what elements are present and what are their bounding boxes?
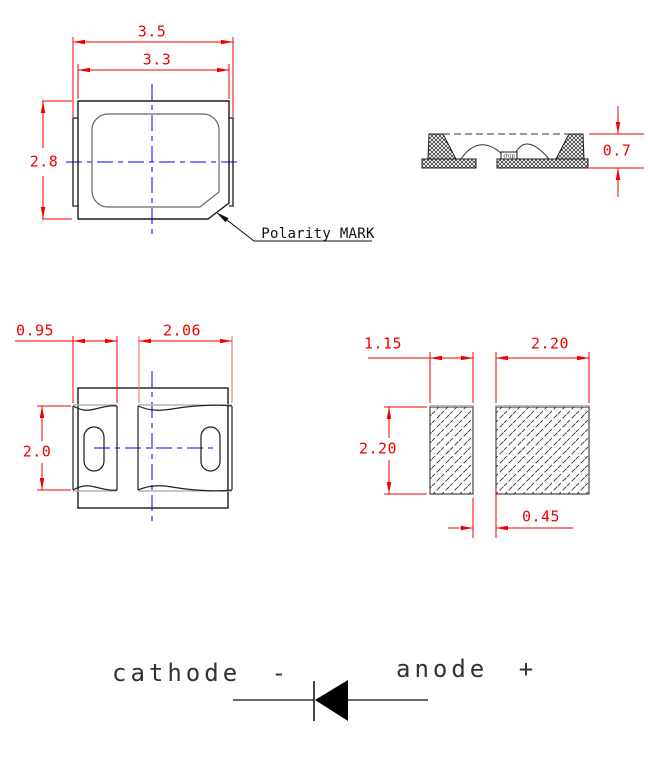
dim-label-solder-left-width: 1.15: [363, 334, 403, 353]
left-pad-top-edge: [73, 406, 117, 411]
dim-label-overall-width: 3.5: [137, 22, 167, 41]
dim-label-body-width: 3.3: [142, 50, 172, 69]
left-pad-bottom-edge: [73, 486, 117, 491]
cavity-outline: [92, 114, 219, 207]
dim-label-right-pad-width: 2.06: [162, 321, 202, 340]
bottom-view: [15, 336, 232, 524]
dim-label-solder-right-width: 2.20: [530, 334, 570, 353]
right-pad-slot: [201, 427, 220, 471]
bond-wire-left: [461, 145, 501, 159]
dim-label-thickness: 0.7: [602, 141, 632, 160]
right-reflector-wall: [556, 134, 584, 159]
right-solder-pad: [496, 407, 589, 494]
dim-label-solder-gap: 0.45: [521, 507, 561, 526]
dim-label-pad-height: 2.0: [22, 442, 52, 461]
leader-arrowhead: [216, 212, 229, 222]
left-solder-pad: [430, 407, 473, 494]
top-view: [42, 37, 375, 242]
bond-wire-right: [516, 144, 549, 159]
dim-label-left-pad-width: 0.95: [15, 321, 55, 340]
dim-label-body-height: 2.8: [29, 152, 59, 171]
cathode-label: cathode -: [112, 659, 291, 687]
diode-triangle: [315, 680, 348, 721]
left-reflector-wall: [428, 134, 456, 159]
chip-label: chip: [503, 153, 515, 159]
base-left-electrode: [422, 159, 476, 168]
base-right-electrode: [497, 159, 588, 168]
dim-label-solder-height: 2.20: [358, 439, 398, 458]
left-pad-slot: [84, 427, 104, 471]
anode-label: anode +: [396, 655, 538, 683]
polarity-mark-label: Polarity MARK: [261, 226, 375, 242]
